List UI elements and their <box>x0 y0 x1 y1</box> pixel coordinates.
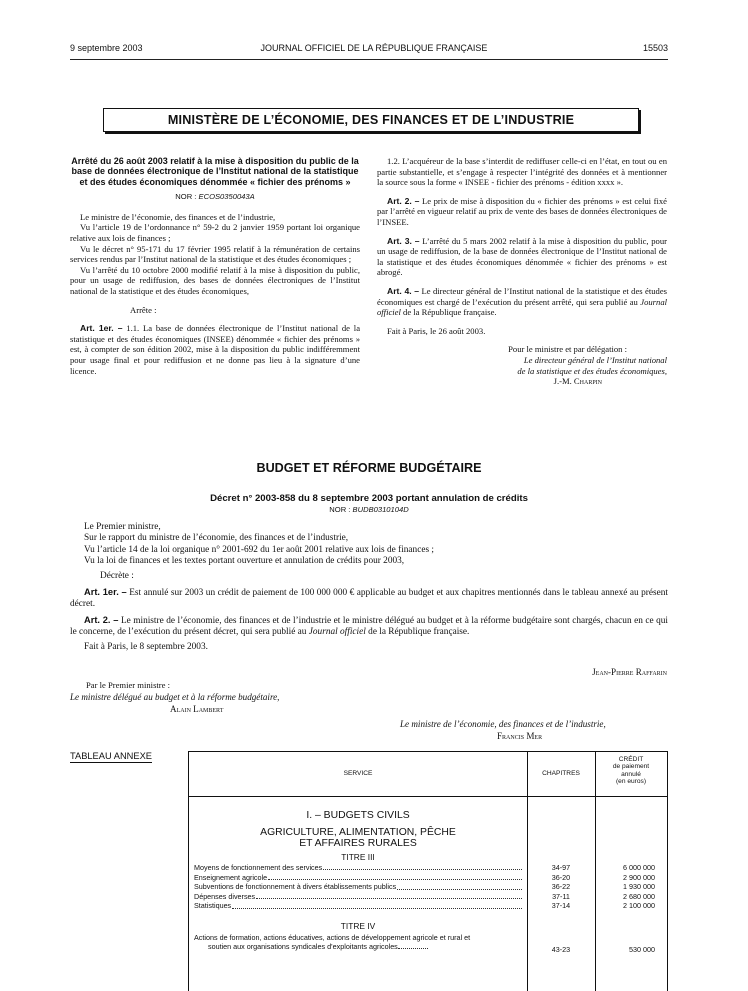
arrete-signature-name: J.-M. Charpin <box>553 376 602 387</box>
table-row-titre-iv-line-2 <box>194 942 470 951</box>
table-row-titre-iv-service: soutien aux organisations syndicales d’exploitants agricoles <box>208 942 398 952</box>
table-header-credit-line: (en euros) <box>615 778 647 786</box>
arrete-enacting-word: Arrête : <box>130 304 157 315</box>
arrete-para: Le ministre de l’économie, des finances et de l’industrie, <box>80 211 276 222</box>
arrete-signature-title-1 <box>377 355 667 366</box>
arrete-nor <box>70 192 360 203</box>
decret-article-2-label: Art. 2. – <box>84 614 119 625</box>
decret-article-1-label: Art. 1er. – <box>84 586 127 597</box>
table-row-titre-iv <box>194 933 470 952</box>
table-header-chapitres: CHAPITRES <box>542 770 580 777</box>
table-header-rule <box>189 796 667 797</box>
arrete-signature-title-1-text: Le directeur général de l’Institut national <box>523 354 667 365</box>
table-row-montant: 2 900 000 <box>623 872 655 882</box>
arrete-article-4-jo: Journal officiel <box>377 296 667 318</box>
table-row-chapitre: 34-97 <box>551 863 571 872</box>
table-row-leader <box>256 892 522 899</box>
table-header-service: SERVICE <box>343 770 373 777</box>
table-row-chapitre: 37-11 <box>552 891 570 901</box>
decret-para: Le Premier ministre, <box>84 521 161 532</box>
decret-eco-name: Francis Mer <box>497 731 543 741</box>
arrete-para: Vu l’arrêté du 10 octobre 2000 modifié relatif à la mise à disposition du public, pour un usage de rediffusion, des bases de données électroniques de l’Institut national de la statistique et des études économiques, <box>70 264 360 296</box>
table-row-leader <box>323 863 522 870</box>
table-row-service-text: Dépenses diverses <box>194 891 256 901</box>
annexe-label: TABLEAU ANNEXE <box>70 751 152 761</box>
arrete-article-4-text-b: de la République française. <box>400 307 497 318</box>
decret-article-1 <box>70 587 668 611</box>
arrete-done-at: Fait à Paris, le 26 août 2003. <box>387 325 486 336</box>
table-section-budgets-civils: I. – BUDGETS CIVILS <box>306 810 410 821</box>
arrete-article-2-label: Art. 2. – <box>387 195 420 206</box>
table-titre-iii: TITRE III <box>341 852 375 862</box>
table-row-leader <box>268 873 522 880</box>
arrete-para: Vu l’article 19 de l’ordonnance n° 59-2 du 2 janvier 1959 portant loi organique relative aux lois de finances ; <box>70 222 360 243</box>
arrete-signature-intro: Pour le ministre et par délégation : <box>508 344 627 355</box>
table-row-service-text: Enseignement agricole <box>194 872 268 882</box>
decret-delegue-title <box>70 692 279 702</box>
decret-eco-title <box>400 719 606 729</box>
table-row-service <box>194 901 522 910</box>
decret-pm-intro: Par le Premier ministre : <box>86 680 171 690</box>
table-row-montant: 1 930 000 <box>623 882 655 892</box>
arrete-article-3 <box>377 236 667 278</box>
decret-done-at: Fait à Paris, le 8 septembre 2003. <box>84 642 208 653</box>
table-row-leader <box>232 901 522 908</box>
decret-title: Décret n° 2003-858 du 8 septembre 2003 portant annulation de crédits <box>210 493 528 504</box>
table-row-service-text: Moyens de fonctionnement des services <box>194 863 323 872</box>
decret-article-2-text-b: de la République française. <box>365 627 470 638</box>
arrete-signature-title-2-text: de la statistique et des études économiques, <box>517 365 667 376</box>
table-row-leader <box>397 882 522 889</box>
arrete-article-4-label: Art. 4. – <box>387 285 420 296</box>
table-row-chapitre: 36-22 <box>551 882 571 892</box>
decret-article-2 <box>70 615 668 639</box>
table-row-service-text: Statistiques <box>194 901 232 911</box>
decret-nor-code: BUDB0310104D <box>352 505 409 515</box>
decret-block <box>70 494 668 654</box>
arrete-article-1-2: 1.2. L’acquéreur de la base s’interdit de rediffuser celle-ci en l’état, en tout ou en partie substantielle, et s’engage à respecter l’intégrité des données et à mentionner la source sous la forme « INSEE - fichier des prénoms - édition xxxx ». <box>377 156 667 188</box>
decret-article-2-text-a: Le ministre de l’économie, des finances et de l’industrie et le ministre délégué au budget et à la réforme budgétaire sont chargés, chacun en ce qui le concerne, de l’exécution du présent décret, qui sera publié au <box>70 615 668 638</box>
table-row-titre-iv-chapitre: 43-23 <box>551 945 571 954</box>
header-page-number: 15503 <box>642 43 668 53</box>
decret-article-1-text: Est annulé sur 2003 un crédit de paiement de 100 000 000 € applicable au budget et aux chapitres mentionnés dans le tableau annexé au présent décret. <box>70 587 668 610</box>
table-budget-agriculture-line: AGRICULTURE, ALIMENTATION, PÊCHE <box>260 827 456 838</box>
budget-section-heading: BUDGET ET RÉFORME BUDGÉTAIRE <box>256 461 482 475</box>
arrete-article-1 <box>70 323 360 376</box>
table-row-service <box>194 882 522 891</box>
table-header-credit <box>595 756 667 786</box>
arrete-article-2-text: Le prix de mise à disposition du « fichier des prénoms » est celui fixé par l’arrêté en vigueur relatif au prix de vente des bases de données électroniques de l’INSEE. <box>377 195 667 227</box>
arrete-left-column <box>70 156 360 376</box>
table-row-service <box>194 873 522 882</box>
header-journal-title: JOURNAL OFFICIEL DE LA RÉPUBLIQUE FRANÇAISE <box>260 43 488 53</box>
decret-para: Vu l’article 14 de la loi organique n° 2001-692 du 1er août 2001 relative aux lois de finances ; <box>84 544 434 555</box>
arrete-article-3-text: L’arrêté du 5 mars 2002 relatif à la mise à disposition du public, pour un usage de rediffusion, de la base de données électronique de l’Institut national de la statistique et des études économiques dénommée « fichier des prénoms » est abrogé. <box>377 235 667 278</box>
arrete-article-4-text-a: Le directeur général de l’Institut national de la statistique et des études économiques est chargé de l’exécution du présent arrêté, qui sera publié au <box>377 285 668 307</box>
arrete-article-4 <box>377 286 667 318</box>
header-rule <box>70 59 668 60</box>
annexe-table <box>188 751 668 991</box>
header-date: 9 septembre 2003 <box>70 43 143 53</box>
decret-eco-title-text: Le ministre de l’économie, des finances et de l’industrie, <box>400 719 606 729</box>
arrete-article-2 <box>377 196 667 228</box>
table-row-leader <box>398 948 428 949</box>
table-row-chapitre: 37-14 <box>551 901 571 911</box>
arrete-signature-title-2 <box>377 366 667 377</box>
table-budget-agriculture-line: ET AFFAIRES RURALES <box>299 838 417 850</box>
decret-delegue-title-text: Le ministre délégué au budget et à la réforme budgétaire, <box>70 692 280 702</box>
decret-nor-label: NOR : <box>329 505 351 515</box>
table-titre-iv: TITRE IV <box>340 921 376 931</box>
arrete-nor-code: ECOS0350043A <box>198 192 255 202</box>
table-row-service <box>194 892 522 901</box>
decret-para: Vu la loi de finances et les textes portant ouverture et annulation de crédits pour 2003, <box>84 556 405 567</box>
table-row-chapitre: 36-20 <box>551 872 571 882</box>
table-header-credit-line: de paiement <box>612 763 650 771</box>
table-row-montant: 6 000 000 <box>623 863 655 872</box>
table-row-titre-iv-montant: 530 000 <box>629 945 655 954</box>
arrete-nor-label: NOR : <box>175 192 197 202</box>
decret-delegue-name: Alain Lambert <box>170 704 224 714</box>
arrete-article-1-text: 1.1. La base de données électronique de l’Institut national de la statistique et des études économiques (INSEE) dénommée « fichier des prénoms » est, à compter de son édition 2002, mise à la disposition du public indifféremment pour usage final et pour rediffusion et ne donne pas lieu à la signature d’une licence. <box>70 323 361 376</box>
decret-para: Sur le rapport du ministre de l’économie, des finances et de l’industrie, <box>84 533 349 544</box>
ministry-heading: MINISTÈRE DE L’ÉCONOMIE, DES FINANCES ET DE L’INDUSTRIE <box>103 108 639 132</box>
table-row-service <box>194 863 522 872</box>
decret-article-2-jo: Journal officiel <box>308 627 366 638</box>
arrete-right-column <box>377 156 667 387</box>
table-row-service-text: Subventions de fonctionnement à divers établissements publics <box>194 882 397 892</box>
table-header-credit-line: annulé <box>621 770 641 778</box>
arrete-article-3-label: Art. 3. – <box>387 235 420 246</box>
arrete-title: Arrêté du 26 août 2003 relatif à la mise à disposition du public de la base de données électronique de l’Institut national de la statistique et des études économiques dénommée « fichier des prénoms » <box>71 156 359 187</box>
table-row-titre-iv-line-1: Actions de formation, actions éducatives, actions de développement agricole et rural et <box>194 933 471 942</box>
table-row-montant: 2 100 000 <box>623 901 655 911</box>
arrete-article-1-label: Art. 1er. – <box>80 323 123 334</box>
table-header-credit-line: CRÉDIT <box>618 756 644 763</box>
decret-enacting-word: Décrète : <box>100 571 134 582</box>
decret-pm-name: Jean-Pierre Raffarin <box>592 667 667 677</box>
table-row-montant: 2 680 000 <box>623 891 655 901</box>
arrete-para: Vu le décret n° 95-171 du 17 février 1995 relatif à la rémunération de certains services rendus par l’Institut national de la statistique et des études économiques ; <box>70 243 360 265</box>
decret-nor <box>70 504 668 515</box>
table-budget-agriculture <box>189 827 527 850</box>
